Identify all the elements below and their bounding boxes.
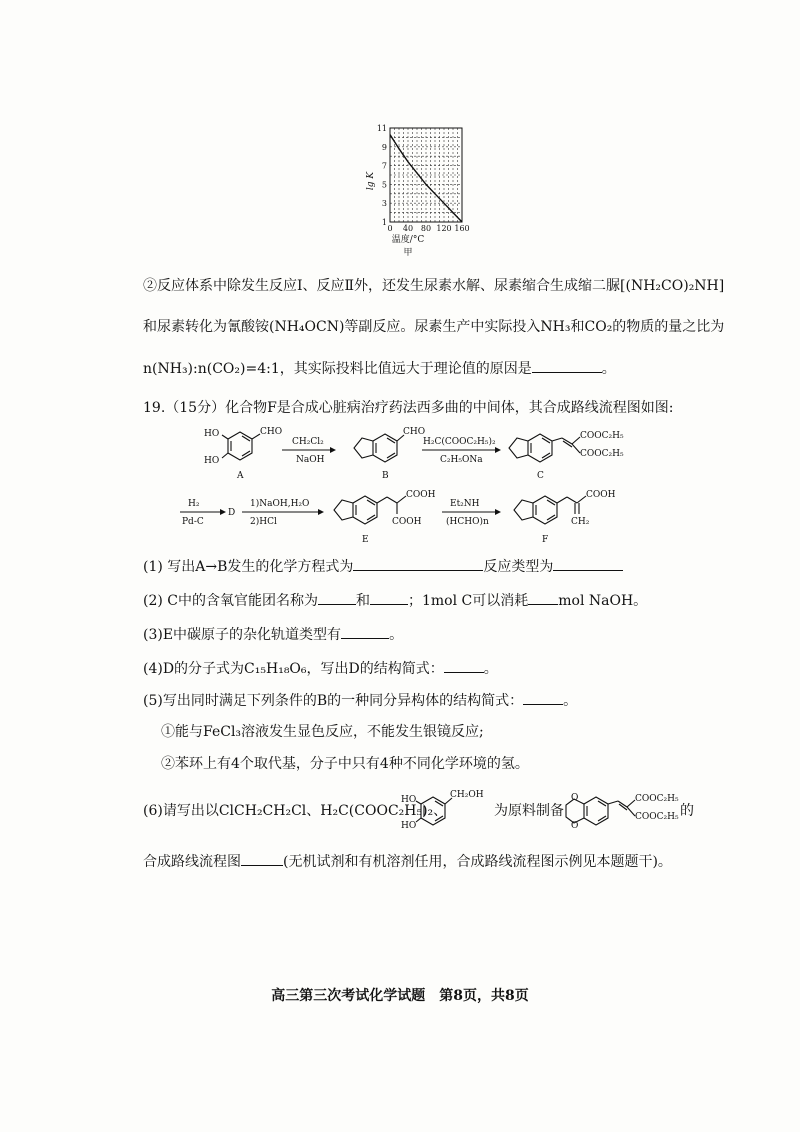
label-E: E xyxy=(362,535,369,545)
q19-header: 19.（15分）化合物F是合成心脏病治疗药法西多曲的中间体，其合成路线流程图如图: xyxy=(143,400,674,416)
chart-tick-labels xyxy=(377,124,470,233)
q19-sub6-text-mid: 为原料制备 xyxy=(494,803,564,819)
answer-blank xyxy=(523,690,563,705)
answer-blank xyxy=(318,590,356,605)
svg-text:HO: HO xyxy=(401,821,417,831)
molecule-B xyxy=(354,434,404,462)
E-group-COOH-2: COOH xyxy=(392,517,422,527)
reagent1-bottom: NaOH xyxy=(296,455,325,465)
q18-part2-line3: n(NH₃):n(CO₂)=4:1，其实际投料比值远大于理论值的原因是 。 xyxy=(143,358,616,379)
y-tick-label: 7 xyxy=(381,161,387,171)
q19-sub3: (3)E中碳原子的杂化轨道类型有 。 xyxy=(143,624,403,645)
F-group-COOH: COOH xyxy=(586,490,616,500)
arrowhead-icon xyxy=(495,447,501,453)
q18-part2-line1: ②反应体系中除发生反应Ⅰ、反应Ⅱ外，还发生尿素水解、尿素缩合生成缩二脲[(NH₂CO)₂NH] xyxy=(143,278,725,294)
svg-text:CH₂OH: CH₂OH xyxy=(450,790,484,800)
svg-text:COOC₂H₅: COOC₂H₅ xyxy=(635,794,679,804)
q19-condition1: ①能与FeCl₃溶液发生显色反应，不能发生银镜反应; xyxy=(161,724,484,740)
q19-sub6-text-a: (6)请写出以ClCH₂CH₂Cl、H₂C(COOC₂H₅)₂、 xyxy=(143,803,448,819)
y-tick-label: 3 xyxy=(381,199,387,209)
label-F: F xyxy=(542,535,549,545)
arrowhead-icon xyxy=(220,509,226,515)
A-sub-CHO: CHO xyxy=(260,427,283,437)
q19-condition2: ②苯环上有4个取代基，分子中只有4种不同化学环境的氢。 xyxy=(161,756,529,772)
reagent3-top: H₂ xyxy=(188,499,200,509)
A-sub-HO-2: HO xyxy=(204,456,220,466)
q19-sub4: (4)D的分子式为C₁₅H₁₈O₆，写出D的结构简式： 。 xyxy=(143,658,498,679)
chart-xlabel: 温度/°C xyxy=(391,235,425,245)
reagent4-bottom: 2)HCl xyxy=(250,517,277,527)
label-D: D xyxy=(228,508,236,518)
label-C: C xyxy=(537,471,544,481)
q18-part2-line2: 和尿素转化为氰酸铵(NH₄OCN)等副反应。尿素生产中实际投入NH₃和CO₂的物质的量之比为 xyxy=(143,319,725,335)
q19-sub6-text-end: 的 xyxy=(680,803,694,819)
q6-product-structure xyxy=(560,785,680,835)
y-tick-label: 11 xyxy=(376,124,387,133)
x-tick-label: 120 xyxy=(436,224,452,233)
molecule-A xyxy=(222,432,260,460)
reagent1-top: CH₂Cl₂ xyxy=(292,437,324,447)
chart-caption: 甲 xyxy=(403,248,413,258)
F-group-CH2: CH₂ xyxy=(571,517,590,527)
ring-O-top: O xyxy=(571,793,579,803)
svg-text:HO: HO xyxy=(401,795,417,805)
C-group-ester-1: COOC₂H₅ xyxy=(580,431,624,441)
page-footer: 高三第三次考试化学试题 第8页，共8页 xyxy=(271,988,529,1004)
x-tick-label: 160 xyxy=(454,224,470,233)
q19-sub1: (1) 写出A→B发生的化学方程式为 反应类型为 xyxy=(143,556,623,577)
molecule-C xyxy=(509,434,580,462)
q18-question-text: n(NH₃):n(CO₂)=4:1，其实际投料比值远大于理论值的原因是 xyxy=(143,361,532,377)
reagent3-bottom: Pd-C xyxy=(182,517,204,527)
synthesis-scheme-row2 xyxy=(170,482,630,548)
q19-sub6-line2: 合成路线流程图 (无机试剂和有机溶剂任用，合成路线流程图示例见本题题干)。 xyxy=(143,851,672,872)
y-tick-label: 9 xyxy=(381,142,387,152)
synthesis-scheme-row1 xyxy=(190,420,630,482)
x-tick-label: 80 xyxy=(420,224,432,233)
answer-blank xyxy=(553,556,623,571)
E-group-COOH-1: COOH xyxy=(406,490,436,500)
label-A: A xyxy=(237,471,244,481)
answer-blank xyxy=(241,851,283,866)
answer-blank xyxy=(528,590,558,605)
arrowhead-icon xyxy=(495,509,501,515)
answer-blank xyxy=(341,624,389,639)
svg-text:COOC₂H₅: COOC₂H₅ xyxy=(635,812,679,822)
answer-blank xyxy=(444,658,484,673)
ring-O-bottom: O xyxy=(571,821,579,831)
q6-reactant-structure xyxy=(400,785,484,835)
reagent5-top: Et₂NH xyxy=(450,499,480,509)
lgK-temperature-chart xyxy=(360,118,480,263)
label-B: B xyxy=(382,471,389,481)
answer-blank xyxy=(532,358,602,373)
q19-sub2: (2) C中的含氧官能团名称为 和 ；1mol C可以消耗 mol NaOH。 xyxy=(143,590,647,611)
C-group-ester-2: COOC₂H₅ xyxy=(580,449,624,459)
reagent5-bottom: (HCHO)n xyxy=(446,517,489,527)
reagent4-top: 1)NaOH,H₂O xyxy=(250,499,310,509)
B-sub-CHO: CHO xyxy=(403,427,426,437)
arrowhead-icon xyxy=(330,447,336,453)
arrowhead-icon xyxy=(318,509,324,515)
reagent2-top: H₂C(COOC₂H₅)₂ xyxy=(423,437,496,447)
answer-blank xyxy=(370,590,408,605)
reagent2-bottom: C₂H₅ONa xyxy=(440,455,483,465)
x-tick-label: 40 xyxy=(402,224,414,233)
A-sub-HO-1: HO xyxy=(204,429,220,439)
y-tick-label: 5 xyxy=(381,180,387,190)
answer-blank xyxy=(353,556,483,571)
y-tick-label: 1 xyxy=(381,218,387,227)
x-tick-label: 0 xyxy=(387,224,393,233)
chart-ylabel: lg K xyxy=(366,171,376,191)
q19-sub5: (5)写出同时满足下列条件的B的一种同分异构体的结构简式： 。 xyxy=(143,690,577,711)
chart-grid xyxy=(390,128,462,222)
